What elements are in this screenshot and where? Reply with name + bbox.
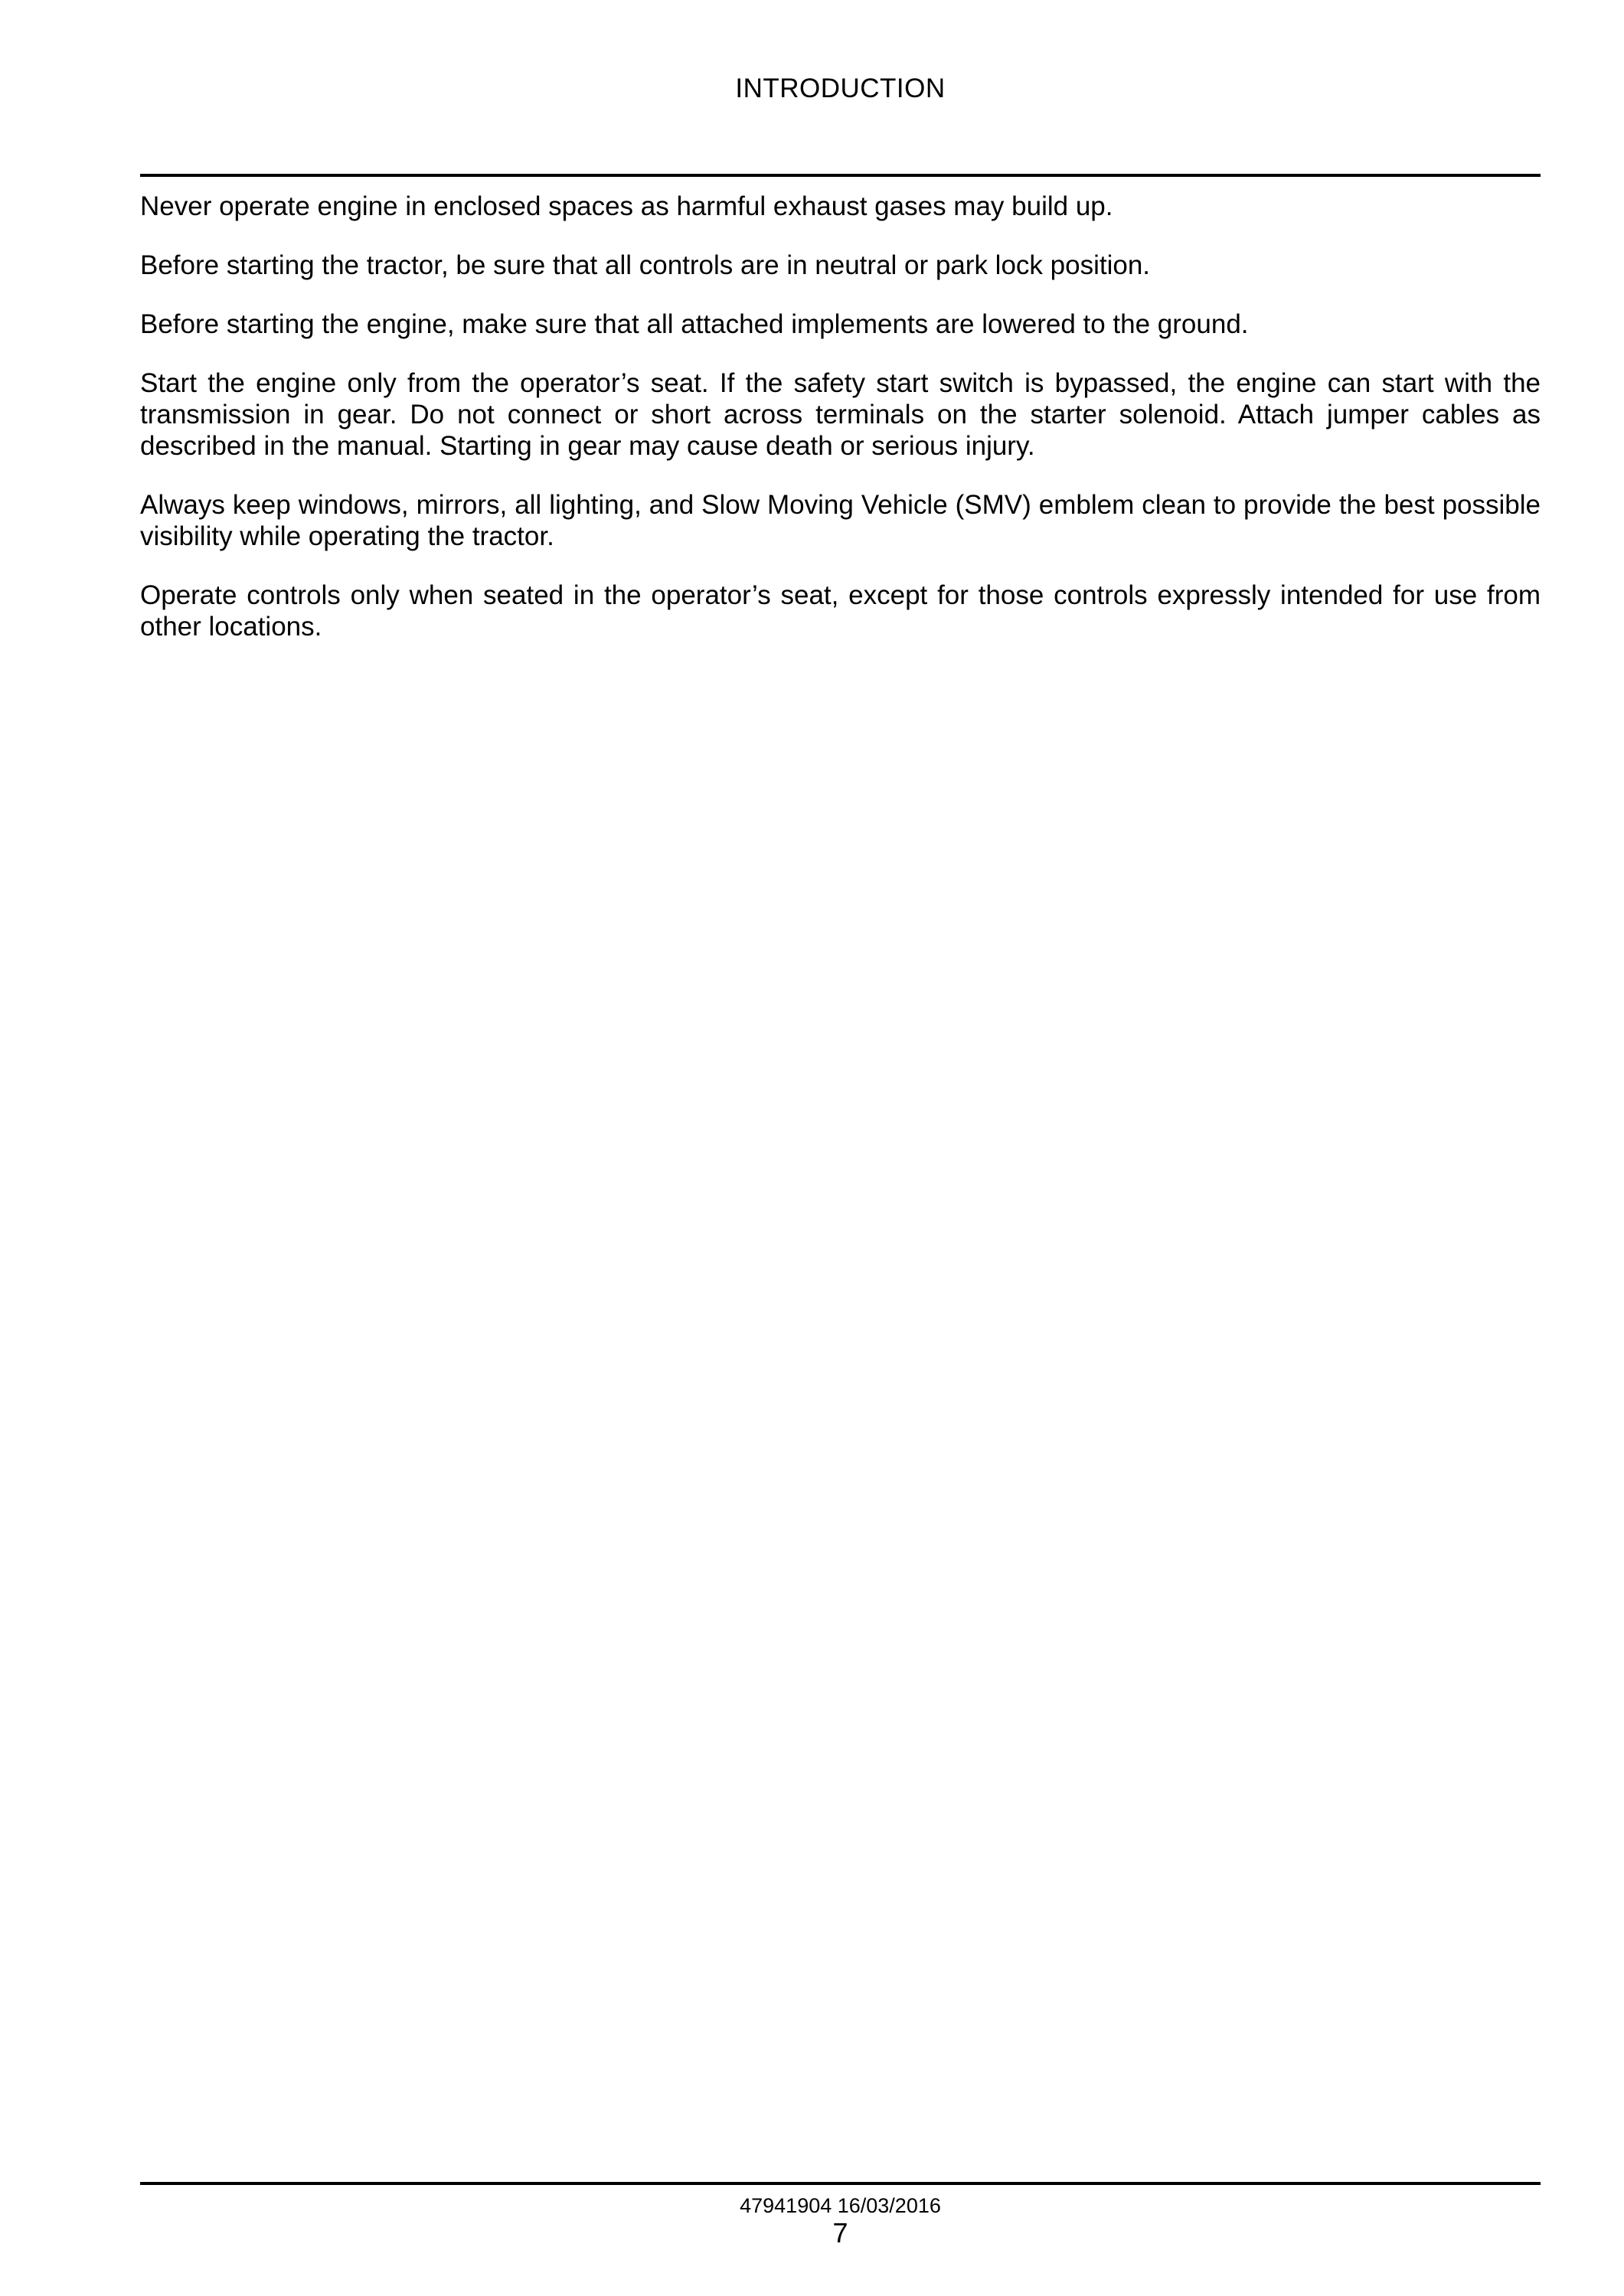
header-divider bbox=[140, 174, 1541, 177]
section-title: INTRODUCTION bbox=[735, 73, 946, 103]
paragraph-start-from-seat: Start the engine only from the operator’s seat. If the safety start switch is bypassed, the engine can start with the transmission in gear. Do not connect or short across terminals on the starter solenoid. Attach jumper cables as described in the manual. Starting in gear may cause death or serious injury. bbox=[140, 368, 1541, 461]
paragraph-controls-neutral: Before starting the tractor, be sure that all controls are in neutral or park lock position. bbox=[140, 250, 1151, 280]
paragraph-operate-controls: Operate controls only when seated in the operator’s seat, except for those controls expressly intended for use from other locations. bbox=[140, 580, 1541, 642]
page-body bbox=[140, 191, 1541, 670]
footer-divider bbox=[140, 2182, 1541, 2185]
paragraph-implements-lowered: Before starting the engine, make sure that all attached implements are lowered to the ground. bbox=[140, 309, 1249, 339]
paragraph-visibility: Always keep windows, mirrors, all lighting, and Slow Moving Vehicle (SMV) emblem clean to provide the best possible visibility while operating the tractor. bbox=[140, 490, 1541, 551]
document-id: 47941904 16/03/2016 bbox=[740, 2194, 941, 2217]
paragraph-exhaust-warning: Never operate engine in enclosed spaces as harmful exhaust gases may build up. bbox=[140, 191, 1113, 221]
page-number: 7 bbox=[832, 2217, 848, 2249]
